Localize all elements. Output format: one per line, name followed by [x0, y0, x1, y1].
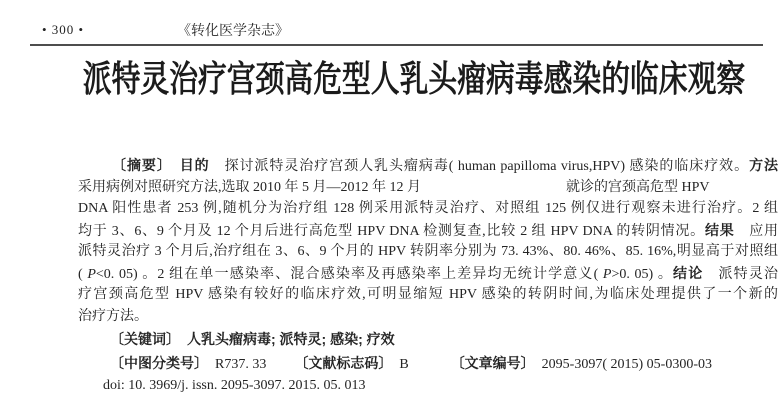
redacted-hospital-gap	[421, 190, 566, 191]
text-segment: 〔中图分类号〕	[110, 354, 201, 371]
text-segment: B	[385, 356, 409, 372]
classification-line	[78, 353, 778, 375]
column-gap	[409, 367, 451, 368]
text-segment: 派特灵治	[703, 266, 778, 282]
text-segment: 治疗方法。	[78, 308, 148, 324]
text-segment: 〔关键词〕	[110, 331, 173, 347]
text-segment: 结果	[704, 221, 735, 238]
article-title: 派特灵治疗宫颈高危型人乳头瘤病毒感染的临床观察	[82, 58, 746, 99]
text-segment: doi: 10. 3969/j. issn. 2095-3097. 2015. 05. 013	[103, 378, 366, 393]
text-segment: 方法	[749, 157, 778, 173]
text-segment: 结论	[673, 264, 704, 281]
text-segment: 探讨派特灵治疗宫颈人乳头瘤病毒( human papilloma virus,HPV) 感染的临床疗效。	[224, 159, 750, 174]
abstract-line-5	[78, 241, 778, 263]
keywords-line	[78, 329, 778, 351]
text-segment: 就诊的宫颈高危型 HPV	[566, 179, 710, 195]
text-segment: 〔文章编号〕	[450, 354, 528, 371]
abstract-line-6	[78, 263, 778, 285]
text-segment: DNA 阳性患者 253 例,随机分为治疗组 128 例采用派特灵治疗、对照组 125 例仅进行观察未进行治疗。2 组	[78, 201, 778, 216]
text-segment: >0. 05) 。	[611, 266, 674, 282]
text-segment: P	[602, 266, 612, 282]
journal-title: 《转化医学杂志》	[177, 24, 289, 39]
text-segment: <0. 05) 。2 组在单一感染率、混合感染率及再感染率上差异均无统计学意义(	[95, 266, 603, 282]
abstract-line-8	[78, 306, 778, 328]
text-segment: 〔摘要〕 目的	[112, 157, 225, 173]
abstract-block	[78, 155, 778, 397]
abstract-line-7	[78, 284, 778, 306]
doi-line	[78, 375, 778, 397]
text-segment: 疗宫颈高危型 HPV 感染有较好的临床疗效,可明显缩短 HPV 感染的转阴时间,为临床处理提供了一个新的	[78, 287, 778, 302]
column-gap	[266, 367, 294, 368]
text-segment: 2095-3097( 2015) 05-0300-03	[527, 356, 712, 372]
text-segment: 派特灵治疗 3 个月后,治疗组在 3、6、9 个月的 HPV 转阴率分别为 73. 43%、80. 46%、85. 16%,明显高于对照组	[78, 244, 778, 259]
text-segment: P	[87, 266, 96, 282]
header-rule	[30, 44, 763, 46]
text-segment: R737. 33	[201, 356, 267, 372]
text-segment: 应用	[734, 223, 778, 239]
abstract-line-1	[78, 155, 778, 177]
abstract-line-2	[78, 177, 778, 199]
article-title-row	[0, 60, 782, 98]
text-segment: 采用病例对照研究方法,选取 2010 年 5 月—2012 年 12 月	[78, 179, 421, 195]
text-segment: 均于 3、6、9 个月及 12 个月后进行高危型 HPV DNA 检测复查,比较 2 组 HPV DNA 的转阴情况。	[78, 223, 705, 239]
abstract-line-3	[78, 198, 778, 220]
text-segment: (	[78, 266, 88, 282]
text-segment: 人乳头瘤病毒; 派特灵; 感染; 疗效	[173, 331, 395, 347]
abstract-line-4	[78, 220, 778, 242]
text-segment: 〔文献标志码〕	[294, 354, 386, 371]
page-number: • 300 •	[42, 22, 85, 37]
